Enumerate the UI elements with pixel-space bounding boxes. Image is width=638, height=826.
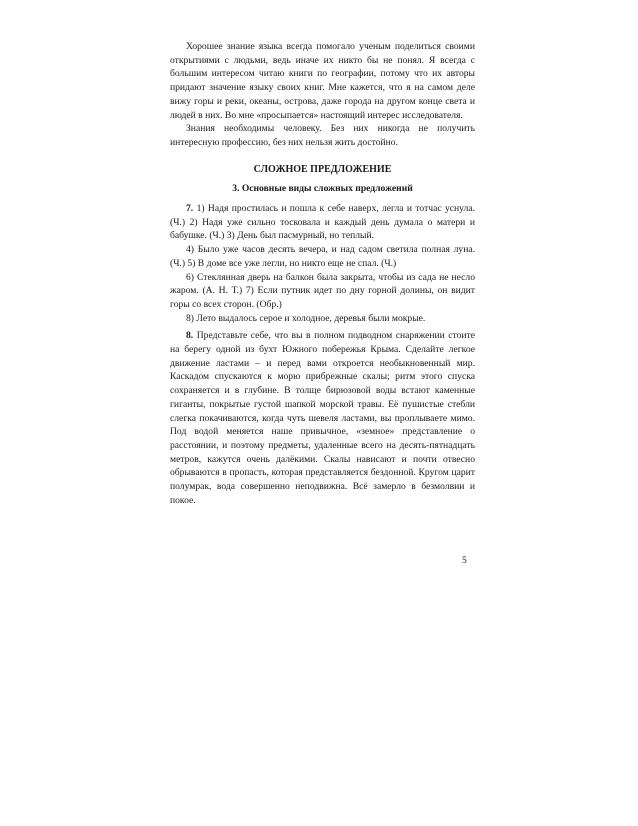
exercise-7-line-2: 4) Было уже часов десять вечера, и над садом светила полная луна. (Ч.) 5) В доме все уже легли, но никто еще не спал. (Ч.) bbox=[170, 244, 475, 269]
document-page bbox=[170, 40, 475, 508]
page-number: 5 bbox=[462, 556, 467, 566]
intro-paragraph-2: Знания необходимы человеку. Без них никогда не получить интересную профессию, без них нельзя жить достойно. bbox=[170, 123, 475, 148]
intro-paragraph-1: Хорошее знание языка всегда помогало ученым поделиться своими открытиями с людьми, ведь иначе их никто бы не понял. Я всегда с большим интересом читаю книги по географии, потому что их авторы придают значение языку своих книг. Мне кажется, что я на самом деле вижу горы и реки, океаны, острова, даже города на другом конце света и людей в них. Во мне «просыпается» настоящий интерес исследователя. bbox=[170, 41, 475, 121]
exercise-7-line-4: 8) Лето выдалось серое и холодное, деревья были мокрые. bbox=[186, 312, 426, 324]
exercise-7-number: 7. bbox=[186, 203, 194, 215]
exercise-8-number: 8. bbox=[186, 330, 194, 342]
subsection-title: 3. Основные виды сложных предложений bbox=[232, 183, 413, 195]
exercise-7-text-1: 1) Надя простилась и пошла к себе наверх, легла и тотчас уснула. (Ч.) 2) Надя уже сильно тосковала и каждый день думала о матери и бабушке. (Ч.) 3) День был пасмурный, но теплый. bbox=[170, 203, 475, 242]
exercise-8-paragraph bbox=[170, 329, 475, 507]
exercise-7-line-3: 6) Стеклянная дверь на балкон была закрыта, чтобы из сада не несло жаром. (А. Н. Т.) 7) Если путник идет по дну горной долины, он видит горы со всех сторон. (Обр.) bbox=[170, 271, 475, 310]
exercise-7-line-1 bbox=[170, 202, 475, 243]
section-title: СЛОЖНОЕ ПРЕДЛОЖЕНИЕ bbox=[253, 163, 392, 175]
exercise-8-text: Представьте себе, что вы в полном подводном снаряжении стоите на берегу одной из бухт Южного побережья Крыма. Сделайте легкое движение ластами – и перед вами откроется необыкновенный мир. Каскадом спускаются к морю прибрежные скалы; ритм этого спуска сохраняется и в глубине. В толще бирюзовой воды встают каменные гиганты, покрытые густой шапкой морской травы. Её пушистые стебли слегка покачиваются, когда чуть шевеля ластами, вы проплываете мимо. Под водой меняется наше привычное, «земное» представление о расстоянии, и поэтому предметы, удаленные всего на десять-пятнадцать метров, кажутся очень далёкими. Скалы нависают и почти отвесно обрываются в пропасть, которая представляется бездонной. Кругом царит полумрак, вода совершенно неподвижна. Всё замерло в безмолвии и покое. bbox=[170, 330, 475, 506]
